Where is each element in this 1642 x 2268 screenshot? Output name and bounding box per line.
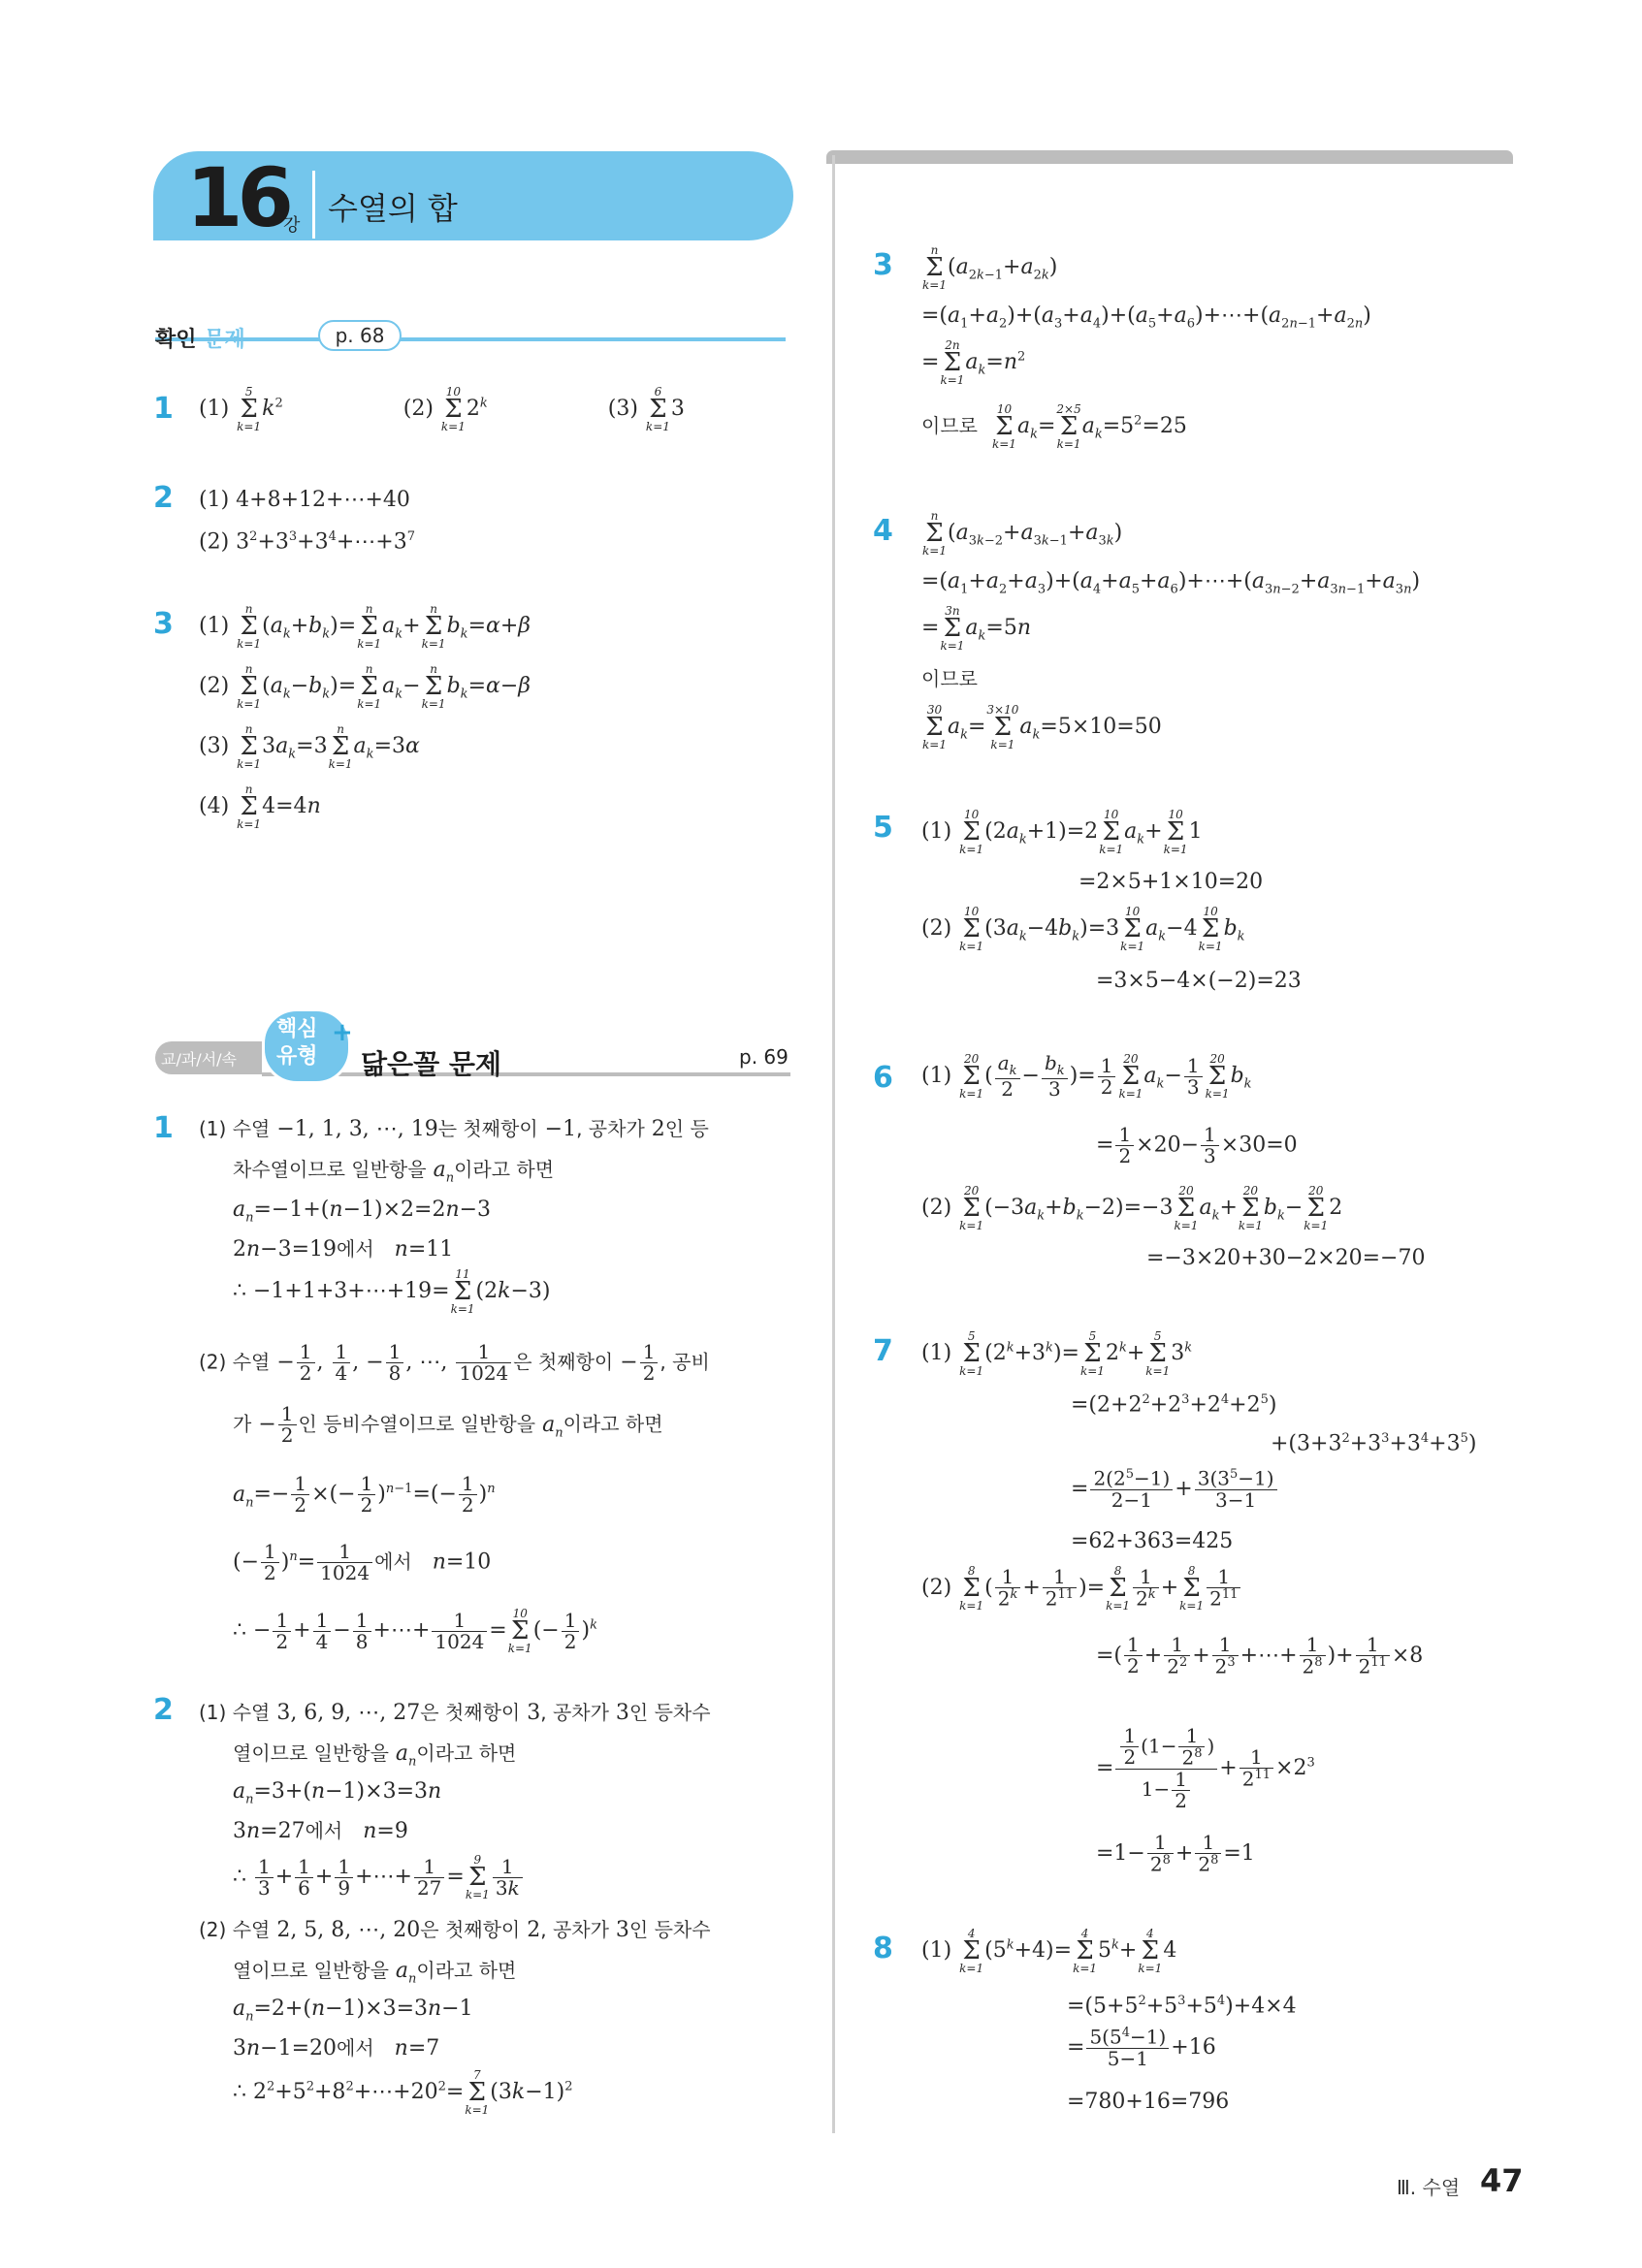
core-page-ref: p. 69 <box>739 1045 789 1069</box>
core-6-3: (2) 20 Σ k=1 $(-3a_k+b_k-2)=-3$ 20 Σ k=1 $a_k+$ 20 Σ k=1 $b_k-$ 20 Σ k=1 2 <box>921 1184 1343 1232</box>
core-2-4: 3n=27에서 n=9 <box>233 1819 408 1843</box>
core-3-2: $=(a_1+a_2)+(a_3+a_4)+(a_5+a_6)+\cdots+(a_{2n-1}+a_{2n})$ <box>921 303 1371 332</box>
core-5-4: =3×5−4×(−2)=23 <box>1096 969 1302 993</box>
core-problem-4: 4 <box>873 514 893 548</box>
core-problem-2: 2 <box>153 1693 174 1727</box>
core-4-5: 30 Σ k=1 $a_k=$ 3×10 Σ k=1 $a_k=5\times 10=50$ <box>922 703 1162 751</box>
check-2-line-2: (2) $3^2+3^3+3^4+\cdots+3^7$ <box>199 529 416 555</box>
core-7-8: = $\frac{1}{2}$ (1− $\frac{1}{2^8}$ ) 1− $\frac{1}{2}$ + $\frac{1}{2^{11}}$ $\times 2^3$ <box>1096 1724 1315 1812</box>
core-6-4: =−3×20+30−2×20=−70 <box>1146 1246 1426 1270</box>
core-7-3: $+(3+3^2+3^3+3^4+3^5)$ <box>1271 1431 1477 1456</box>
check-problem-3: 3 <box>153 607 174 641</box>
core-2-2: 열이므로 일반항을 $a_n$이라고 하면 <box>233 1741 517 1770</box>
core-problem-5: 5 <box>873 811 893 845</box>
core-2-10: ∴ $2^2+5^2+8^2+\cdots+20^2=$ 7 Σ k=1 $(3k-1)^2$ <box>233 2068 573 2117</box>
core-1-8: $a_n=-$ $\frac{1}{2}$ ×(− $\frac{1}{2}$ )$^{n-1}$=(− $\frac{1}{2}$ )$^n$ <box>233 1472 496 1517</box>
page-number: 47 <box>1480 2162 1524 2199</box>
core-2-9: 3n−1=20에서 n=7 <box>233 2036 440 2060</box>
check-problem-1: 1 <box>153 392 174 426</box>
footer-section: Ⅲ. 수열 <box>1397 2176 1461 2199</box>
chapter-number: 16 <box>186 150 288 245</box>
core-1-10: ∴ − $\frac{1}{2}$ + $\frac{1}{4}$ − $\frac{1}{8}$ +⋯+ $\frac{1}{1024}$ = 10 Σ k=1 (− $\frac{1}{2}$ )$^k$ <box>233 1607 597 1655</box>
core-5-2: =2×5+1×10=20 <box>1079 870 1264 894</box>
core-4-1: n Σ k=1 $(a_{3k-2}+a_{3k-1}+a_{3k})$ <box>922 509 1123 558</box>
core-4-2: $=(a_1+a_2+a_3)+(a_4+a_5+a_6)+\cdots+(a_{3n-2}+a_{3n-1}+a_{3n})$ <box>921 569 1421 597</box>
core-2-8: $a_n=2+(n-1)\times 3=3n-1$ <box>233 1996 473 2025</box>
core-1-5: ∴ −1+1+3+⋯+19= 11 Σ k=1 (2k−3) <box>233 1267 551 1316</box>
check-3-line-2: (2) n Σ k=1 $(a_k-b_k)=$ n Σ k=1 $a_k-$ n Σ k=1 $b_k=\alpha-\beta$ <box>199 662 531 711</box>
core-4-3: = 3n Σ k=1 $a_k=5n$ <box>921 604 1032 653</box>
core-4-4: 이므로 <box>921 667 978 690</box>
core-6-1: (1) 20 Σ k=1 ( $\frac{a_k}{2}$ − $\frac{b_k}{3}$ )= $\frac{1}{2}$ 20 Σ k=1 $a_k-$ $\frac{1}{3}$ 20 Σ k=1 $b_k$ <box>921 1051 1252 1101</box>
check-section-rule <box>155 337 786 341</box>
core-7-2: $=(2+2^2+2^3+2^4+2^5)$ <box>1071 1392 1277 1418</box>
core-8-3: = $\frac{5(5^4-1)}{5-1}$ +16 <box>1067 2025 1216 2070</box>
plus-icon: + <box>332 1018 353 1047</box>
core-1-7: 가 − $\frac{1}{2}$ 인 등비수열이므로 일반항을 $a_n$이라고 하면 <box>233 1402 663 1447</box>
check-2-line-1: (1) 4+8+12+⋯+40 <box>199 488 410 512</box>
chapter-title: 수열의 합 <box>328 190 458 227</box>
core-8-4: =780+16=796 <box>1067 2090 1230 2114</box>
core-1-9: (− $\frac{1}{2}$ )$^n$= $\frac{1}{1024}$ 에서 n=10 <box>233 1540 492 1584</box>
check-3-line-1: (1) n Σ k=1 $(a_k+b_k)=$ n Σ k=1 $a_k+$ n Σ k=1 $b_k=\alpha+\beta$ <box>199 602 531 651</box>
core-7-9: =1− $\frac{1}{2^8}$ + $\frac{1}{2^8}$ =1 <box>1096 1831 1255 1876</box>
core-7-5: =62+363=425 <box>1071 1529 1234 1553</box>
column-divider <box>832 155 835 2133</box>
core-title: 닮은꼴 문제 <box>361 1048 501 1080</box>
core-8-1: (1) 4 Σ k=1 $(5^k+4)=$ 4 Σ k=1 $5^k+$ 4 Σ k=1 4 <box>921 1927 1177 1975</box>
core-1-3: $a_n=-1+(n-1)\times 2=2n-3$ <box>233 1198 492 1226</box>
check-3-line-3: (3) n Σ k=1 $3a_k=3$ n Σ k=1 $a_k=3\alpha$ <box>199 722 420 771</box>
core-7-6: (2) 8 Σ k=1 ( $\frac{1}{2^k}$ + $\frac{1}{2^{11}}$ )= 8 Σ k=1 $\frac{1}{2^k}$ + 8 Σ k=1 $\frac{1}{2^{11}}$ <box>921 1565 1242 1612</box>
check-1-answers: (1) 5 Σ k=1 $k^2$ (2) 10 Σ k=1 2$^k$ (3) 6 Σ k=1 3 <box>199 385 685 433</box>
core-tag-2b: 유형 <box>276 1044 318 1069</box>
check-section-title: 확인 문제 <box>155 328 245 352</box>
core-problem-6: 6 <box>873 1061 893 1095</box>
core-7-7: =( $\frac{1}{2}$ + $\frac{1}{2^2}$ + $\frac{1}{2^3}$ +⋯+ $\frac{1}{2^8}$ )+ $\frac{1}{2^{11}}$ ×8 <box>1096 1633 1424 1678</box>
check-problem-2: 2 <box>153 481 174 515</box>
core-problem-8: 8 <box>873 1932 893 1965</box>
right-column-topbar <box>826 150 1513 164</box>
core-3-1: n Σ k=1 $(a_{2k-1}+a_{2k})$ <box>922 243 1058 292</box>
core-5-3: (2) 10 Σ k=1 $(3a_k-4b_k)=3$ 10 Σ k=1 $a_k-4$ 10 Σ k=1 $b_k$ <box>921 905 1245 953</box>
core-1-4: 2n−3=19에서 n=11 <box>233 1237 454 1262</box>
core-7-4: = $\frac{2(2^5-1)}{2-1}$ + $\frac{3(3^5-1)}{3-1}$ <box>1071 1468 1279 1511</box>
check-page-ref: p. 68 <box>318 320 402 351</box>
core-2-3: $a_n=3+(n-1)\times 3=3n$ <box>233 1779 442 1807</box>
core-problem-3: 3 <box>873 248 893 282</box>
core-problem-7: 7 <box>873 1334 893 1368</box>
core-tag-2a: 핵심 <box>276 1017 318 1041</box>
core-tag-1: 교/과/서/속 <box>161 1050 237 1069</box>
core-5-1: (1) 10 Σ k=1 $(2a_k+1)=2$ 10 Σ k=1 $a_k+$ 10 Σ k=1 1 <box>921 808 1203 856</box>
core-2-7: 열이므로 일반항을 $a_n$이라고 하면 <box>233 1959 517 1987</box>
core-3-3: = 2n Σ k=1 $a_k=n^2$ <box>921 338 1026 387</box>
chapter-unit: 강 <box>283 215 301 236</box>
core-3-4: 이므로 10 Σ k=1 $a_k=$ 2×5 Σ k=1 $a_k=5^2=25$ <box>921 402 1187 451</box>
core-problem-1: 1 <box>153 1111 174 1145</box>
chapter-separator <box>312 171 315 239</box>
core-1-2: 차수열이므로 일반항을 $a_n$이라고 하면 <box>233 1158 555 1186</box>
core-8-2: $=(5+5^2+5^3+5^4)+4\times 4$ <box>1067 1994 1297 2019</box>
core-6-2: = $\frac{1}{2}$ ×20− $\frac{1}{3}$ ×30=0 <box>1096 1123 1298 1167</box>
core-2-6: (2) 수열 2, 5, 8, ⋯, 20은 첫째항이 2, 공차가 3인 등차수 <box>199 1918 711 1942</box>
core-1-1: (1) 수열 −1, 1, 3, ⋯, 19는 첫째항이 −1, 공차가 2인 등 <box>199 1117 709 1141</box>
core-1-6: (2) 수열 − $\frac{1}{2}$ , $\frac{1}{4}$ , − $\frac{1}{8}$ , ⋯, $\frac{1}{1024}$ 은 첫째항이 − $\frac{1}{2}$ , 공비 <box>199 1340 710 1385</box>
core-7-1: (1) 5 Σ k=1 $(2^k+3^k)=$ 5 Σ k=1 $2^k+$ 5 Σ k=1 3$^k$ <box>921 1329 1193 1378</box>
check-3-line-4: (4) n Σ k=1 4=4n <box>199 783 321 831</box>
core-2-5: ∴ $\frac{1}{3}$ + $\frac{1}{6}$ + $\frac{1}{9}$ +⋯+ $\frac{1}{27}$ = 9 Σ k=1 $\frac{1}{3k}$ <box>233 1854 525 1901</box>
core-2-1: (1) 수열 3, 6, 9, ⋯, 27은 첫째항이 3, 공차가 3인 등차수 <box>199 1701 711 1725</box>
